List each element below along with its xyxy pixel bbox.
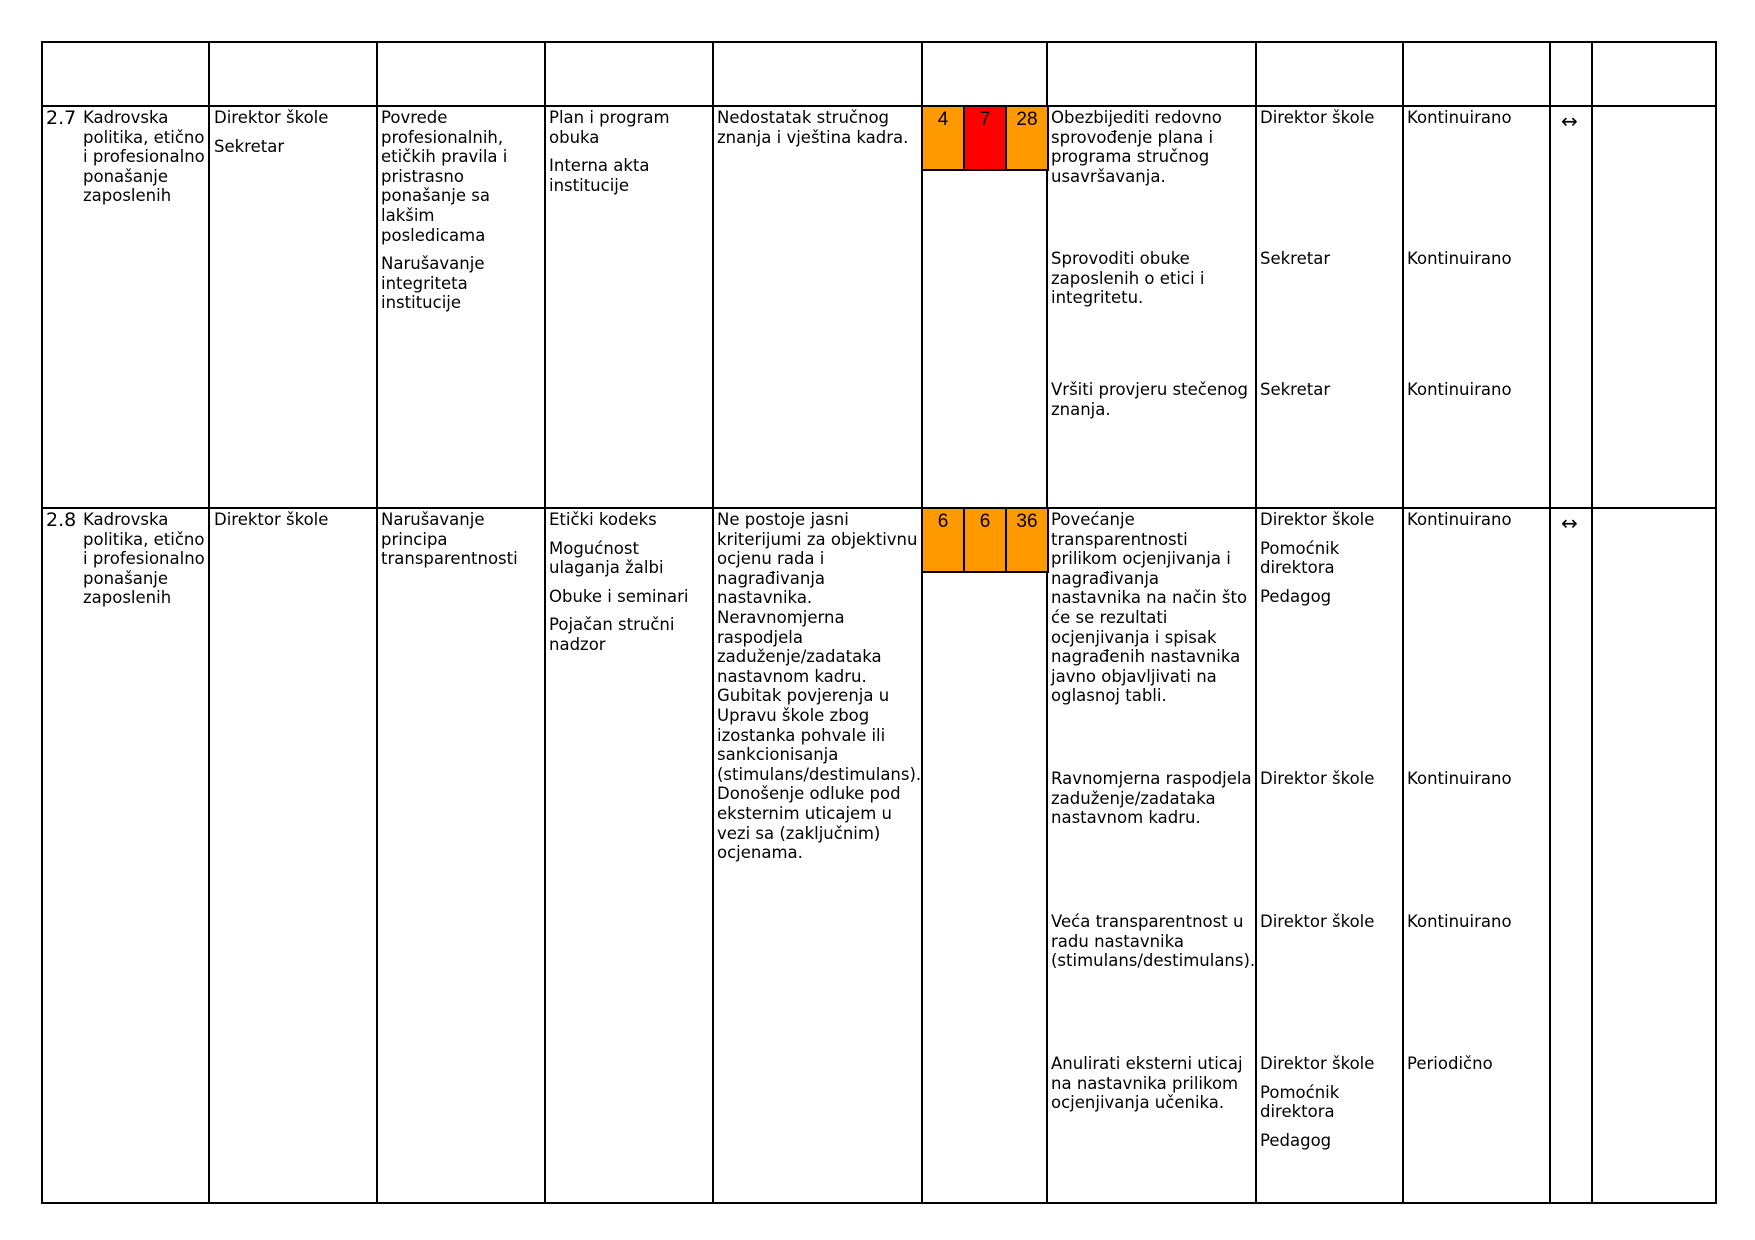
responsible-cell	[214, 510, 372, 539]
risk-text: Narušavanje principa transparentnosti	[381, 510, 518, 569]
col-line	[1591, 41, 1593, 1204]
measure-owner: Sekretar	[1260, 380, 1331, 399]
measure-owner: Direktor škole	[1260, 510, 1375, 529]
responsible-cell	[214, 108, 372, 165]
control-item: Interna akta institucije	[549, 156, 650, 195]
control-item: Plan i program obuka	[549, 108, 670, 147]
trend-arrow-icon: ↔	[1561, 109, 1578, 133]
probability-score: 6	[923, 509, 965, 573]
measure-owner: Direktor škole	[1260, 912, 1375, 931]
risk-text: Narušavanje integriteta institucije	[381, 254, 485, 313]
measure-deadline: Kontinuirano	[1407, 108, 1512, 127]
area-cell: Kadrovska politika, etično i profesionalno ponašanje zaposlenih	[83, 510, 205, 608]
row-number: 2.8	[46, 509, 77, 531]
col-line	[208, 41, 210, 1204]
trend-arrow-icon: ↔	[1561, 511, 1578, 535]
col-line	[1255, 41, 1257, 1204]
measure-deadline: Kontinuirano	[1407, 380, 1512, 399]
row-divider	[41, 507, 1717, 509]
measure-owner: Direktor škole	[1260, 769, 1375, 788]
col-line	[41, 41, 43, 1204]
risk-register-table	[41, 41, 1717, 1204]
col-line	[1549, 41, 1551, 1204]
measure-owner: Pomoćnik direktora	[1260, 1082, 1340, 1122]
table-border-top	[41, 41, 1717, 43]
impact-score: 6	[965, 509, 1007, 573]
col-line	[1402, 41, 1404, 1204]
control-item: Obuke i seminari	[549, 586, 689, 606]
total-risk-score: 28	[1007, 107, 1049, 171]
col-line	[921, 41, 923, 1204]
control-item: Mogućnost ulaganja žalbi	[549, 538, 664, 578]
measure-text: Povećanje transparentnosti prilikom ocjenjivanja i nagrađivanja nastavnika na način što će se rezultati ocjenjivanja i spisak nagrađenih nastavnika javno objavljivati na oglasnoj tabli.	[1051, 510, 1248, 706]
area-cell: Kadrovska politika, etično i profesionalno ponašanje zaposlenih	[83, 108, 205, 206]
responsible-person: Sekretar	[214, 136, 285, 156]
risk-cell	[381, 108, 541, 322]
measure-text: Obezbijediti redovno sprovođenje plana i programa stručnog usavršavanja.	[1051, 108, 1222, 186]
col-line	[1046, 41, 1048, 1204]
impact-score: 7	[965, 107, 1007, 171]
measure-owner-list	[1260, 510, 1400, 615]
responsible-person: Direktor škole	[214, 108, 329, 127]
col-line	[376, 41, 378, 1204]
controls-cell	[549, 510, 709, 664]
probability-score: 4	[923, 107, 965, 171]
risk-cell	[381, 510, 541, 578]
measure-owner: Direktor škole	[1260, 1054, 1375, 1073]
control-item: Pojačan stručni nadzor	[549, 615, 675, 654]
header-row-divider	[41, 105, 1717, 107]
measure-text: Sprovoditi obuke zaposlenih o etici i integritetu.	[1051, 249, 1205, 308]
measure-deadline: Kontinuirano	[1407, 249, 1512, 268]
risk-text: Povrede profesionalnih, etičkih pravila i pristrasno ponašanje sa lakšim posledicama	[381, 108, 508, 245]
measure-text: Veća transparentnost u radu nastavnika (stimulans/destimulans).	[1051, 912, 1256, 971]
col-line	[1715, 41, 1717, 1204]
measure-deadline: Kontinuirano	[1407, 510, 1512, 529]
measure-text: Ravnomjerna raspodjela zaduženje/zadataka nastavnom kadru.	[1051, 769, 1252, 828]
table-border-bottom	[41, 1202, 1717, 1204]
measure-deadline: Kontinuirano	[1407, 769, 1512, 788]
measure-owner: Pedagog	[1260, 1130, 1332, 1150]
responsible-person: Direktor škole	[214, 510, 329, 529]
row-number: 2.7	[46, 107, 77, 129]
measure-owner: Sekretar	[1260, 249, 1331, 268]
measure-owner: Pedagog	[1260, 586, 1332, 606]
total-risk-score: 36	[1007, 509, 1049, 573]
measure-deadline: Kontinuirano	[1407, 912, 1512, 931]
control-item: Etički kodeks	[549, 510, 657, 529]
measure-text: Vršiti provjeru stečenog znanja.	[1051, 380, 1248, 419]
risk-assessment	[923, 509, 1049, 573]
measure-owner: Direktor škole	[1260, 108, 1375, 127]
measure-owner: Pomoćnik direktora	[1260, 538, 1340, 578]
controls-cell	[549, 108, 709, 204]
col-line	[712, 41, 714, 1204]
measure-owner-list	[1260, 1054, 1400, 1159]
measure-text: Anulirati eksterni uticaj na nastavnika prilikom ocjenjivanja učenika.	[1051, 1054, 1243, 1113]
col-line	[544, 41, 546, 1204]
cause-cell: Ne postoje jasni kriterijumi za objektivnu ocjenu rada i nagrađivanja nastavnika. Neravnomjerna raspodjela zaduženje/zadataka nastavnom kadru. Gubitak povjerenja u Upravu škole zbog izostanka pohvale ili sankcionisanja (stimulans/destimulans). Donošenje odluke pod eksternim uticajem u vezi sa (zaključnim) ocjenama.	[717, 510, 922, 863]
risk-assessment	[923, 107, 1049, 171]
measure-deadline: Periodično	[1407, 1054, 1493, 1073]
cause-cell: Nedostatak stručnog znanja i vještina kadra.	[717, 108, 909, 147]
